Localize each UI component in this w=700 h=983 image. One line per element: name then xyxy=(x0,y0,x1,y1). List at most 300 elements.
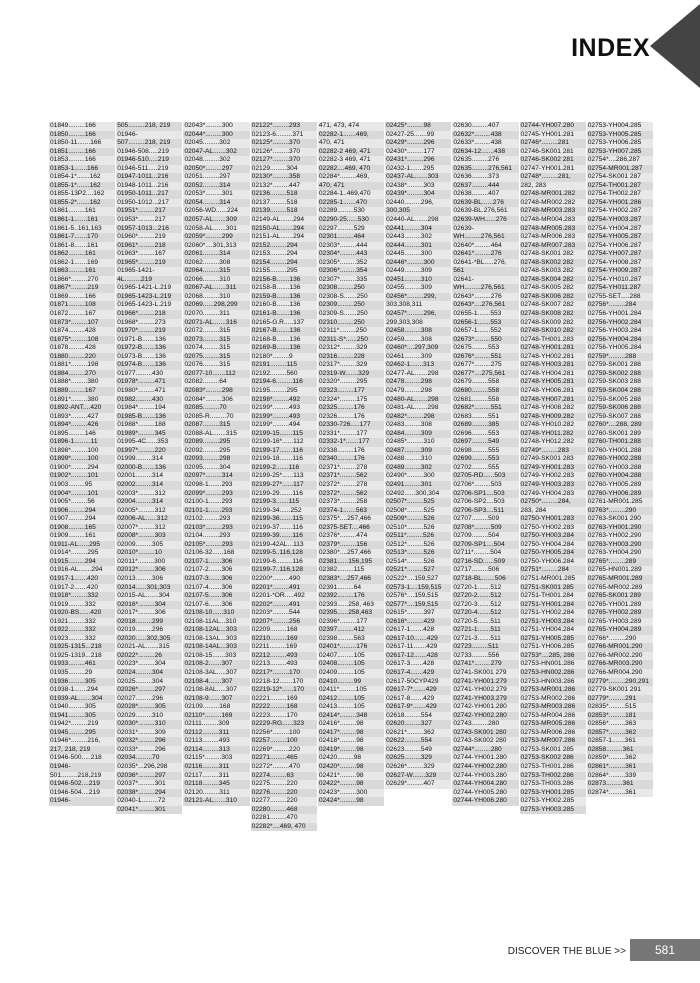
index-entry: 02048.........302 xyxy=(183,156,249,165)
index-entry: 02016*.........304 xyxy=(116,601,182,610)
index-entry: 02282-1.......469, xyxy=(318,131,384,140)
index-entry: 02513*.........526 xyxy=(385,549,451,558)
index-entry: 4L.........219 xyxy=(116,276,182,285)
index-entry: 02756-YH005.284 xyxy=(587,344,653,353)
index-entry: 02615*.........397 xyxy=(385,609,451,618)
index-entry: 02108-3AL.....307 xyxy=(183,669,249,678)
index-entry: 02089.........295 xyxy=(183,438,249,447)
index-entry: 02699.........553 xyxy=(452,455,518,464)
index-entry: 02618.........554 xyxy=(385,712,451,721)
index-entry: 02277.........220 xyxy=(251,797,317,806)
index-entry: 02115*.........303 xyxy=(183,754,249,763)
index-entry: 02766-MR001.290 xyxy=(587,643,653,652)
index-entry: 02748-SK006 282 xyxy=(520,293,586,302)
index-entry: 01919.........332 xyxy=(49,601,115,610)
index-entry: 02108-10......310 xyxy=(183,609,249,618)
index-entry: 02753-YH006.285 xyxy=(587,139,653,148)
index-entry: 02511*.........526 xyxy=(385,532,451,541)
index-entry: 02414*.........348 xyxy=(318,712,384,721)
index-entry: 02629*.........407 xyxy=(385,780,451,789)
index-entry: 02709.........504 xyxy=(452,532,518,541)
index-grid xyxy=(49,122,653,938)
index-entry: 02093.........298 xyxy=(183,455,249,464)
index-entry: 02620.........327 xyxy=(385,720,451,729)
index-entry: 02741-YH001.279 xyxy=(452,678,518,687)
index-entry: 02085.........70 xyxy=(183,404,249,413)
index-entry: 01905*.........56 xyxy=(49,498,115,507)
index-entry: 01950-1012...217 xyxy=(116,199,182,208)
index-entry: 02456*.........299, xyxy=(385,293,451,302)
index-entry: 02408.........105 xyxy=(318,660,384,669)
index-entry: 02014......301,303 xyxy=(116,584,182,593)
index-entry: 02058-AL.......301 xyxy=(183,225,249,234)
index-entry: 02455.........309 xyxy=(385,284,451,293)
index-entry: 02748-YH011.282 xyxy=(520,430,586,439)
index-entry: 02312*.........329 xyxy=(318,344,384,353)
index-entry: 02431*.........296 xyxy=(385,156,451,165)
index-entry: 01850-11.......166 xyxy=(49,139,115,148)
index-entry: 02622.........554 xyxy=(385,737,451,746)
index-entry: 02309.........250 xyxy=(318,301,384,310)
index-entry: 02045.........302 xyxy=(183,139,249,148)
index-entry: 02679.........558 xyxy=(452,378,518,387)
index-entry: 02272*.........470 xyxy=(251,763,317,772)
index-entry: 02630.........407 xyxy=(452,122,518,131)
index-entry: 02759*.........288 xyxy=(587,353,653,362)
index-entry: 02029.........310 xyxy=(116,712,182,721)
index-entry: 02112.........311 xyxy=(183,729,249,738)
index-entry: 02733.........556 xyxy=(452,652,518,661)
index-entry: 02169-B.......136 xyxy=(251,344,317,353)
index-entry: 02011*.........300 xyxy=(116,558,182,567)
index-entry: 02744-YH003.280 xyxy=(452,772,518,781)
index-entry: 01892-ANT....420 xyxy=(49,404,115,413)
index-entry: 02617-8.......429 xyxy=(385,695,451,704)
index-entry: 02167-B.......136 xyxy=(251,327,317,336)
index-entry: 02383*....257,466 xyxy=(318,575,384,584)
index-entry: 02638.........407 xyxy=(452,190,518,199)
index-entry: 02420.........98 xyxy=(318,754,384,763)
index-entry: 02749-YH003.283 xyxy=(520,481,586,490)
index-entry: 02325.........176 xyxy=(318,404,384,413)
index-column-4 xyxy=(251,122,317,938)
index-entry: 01968*.........273 xyxy=(116,319,182,328)
index-entry: 02491.........301 xyxy=(385,481,451,490)
index-entry: 02222.........168 xyxy=(251,703,317,712)
index-entry: 02676*.........551 xyxy=(452,353,518,362)
index-entry: 02748-SK007 282 xyxy=(520,301,586,310)
index-entry: 02289.........530 xyxy=(318,207,384,216)
index-entry: 02028*.........305 xyxy=(116,703,182,712)
index-entry: 02748-YH003.281 xyxy=(520,361,586,370)
index-entry: 02015-AL.......304 xyxy=(116,592,182,601)
index-entry: 02070.........311 xyxy=(183,310,249,319)
index-entry: 303,308,311 xyxy=(385,301,451,310)
index-entry: 02485*.........310 xyxy=(385,438,451,447)
index-entry: 02108-13AL...303 xyxy=(183,635,249,644)
index-entry: 01946-510.....219 xyxy=(116,156,182,165)
index-entry: 02639-WH......276 xyxy=(452,216,518,225)
index-entry: 02751-TH001.284 xyxy=(520,592,586,601)
index-entry: 01899*.........100 xyxy=(49,455,115,464)
index-entry: 02741-SK001 279 xyxy=(452,669,518,678)
index-entry: 02199-36.......115 xyxy=(251,515,317,524)
index-entry: 02303*.........444 xyxy=(318,242,384,251)
index-entry: 01978*.........471 xyxy=(116,378,182,387)
index-entry: 01946-508.....219 xyxy=(116,148,182,157)
index-entry: 01873*.........107 xyxy=(49,319,115,328)
index-entry: 02374-1.......563 xyxy=(318,507,384,516)
index-entry: 02753-HN002.286 xyxy=(520,669,586,678)
index-entry: 01947-1011...216 xyxy=(116,173,182,182)
index-entry: 02641*.........276 xyxy=(452,250,518,259)
index-entry: 02340.........176 xyxy=(318,455,384,464)
index-entry: 02677*.........275 xyxy=(452,361,518,370)
index-entry: 01946*.........216, xyxy=(49,737,115,746)
index-entry: 02392.........176 xyxy=(318,592,384,601)
index-entry: 02372*.........278 xyxy=(318,481,384,490)
index-entry: 02617-11.......429 xyxy=(385,643,451,652)
index-entry: 02748-MR002.282 xyxy=(520,199,586,208)
index-entry: 01853-1.......166 xyxy=(49,165,115,174)
index-entry: 01995-4C......353 xyxy=(116,438,182,447)
index-entry: 02751-YH001.284 xyxy=(520,601,586,610)
index-entry: 02720-2.......512 xyxy=(452,592,518,601)
index-entry: 02041*.........301 xyxy=(116,806,182,815)
index-entry: 02033*.........296 xyxy=(116,746,182,755)
index-entry: 02706*.........503 xyxy=(452,481,518,490)
index-entry: 02657-1.......552 xyxy=(452,327,518,336)
index-entry: 02746-SK001 281 xyxy=(520,148,586,157)
index-entry: 01920-BS......420 xyxy=(49,609,115,618)
index-entry: 01940.........305 xyxy=(49,703,115,712)
index-entry: 02748-MR001.282 xyxy=(520,190,586,199)
index-entry: 561 xyxy=(452,267,518,276)
index-entry: 02742-YH001.280 xyxy=(452,703,518,712)
index-entry: 02282*....469, 470 xyxy=(251,823,317,832)
index-entry: 02427-25.......99 xyxy=(385,131,451,140)
index-entry: 02748*.........281, xyxy=(520,173,586,182)
index-entry: 01911-AL......295 xyxy=(49,541,115,550)
index-entry: 02194-6.........116 xyxy=(251,378,317,387)
index-entry: 02720-1.......512 xyxy=(452,584,518,593)
index-entry: 02698.........555 xyxy=(452,447,518,456)
index-entry: 02198*.........492 xyxy=(251,396,317,405)
index-entry: 02765-YH004.289 xyxy=(587,626,653,635)
index-entry: 02748-YH012.282 xyxy=(520,438,586,447)
index-entry: 01896-1.........11 xyxy=(49,438,115,447)
index-entry: 02108-15.......303 xyxy=(183,652,249,661)
index-entry: 02066.........310 xyxy=(183,276,249,285)
index-entry: 02152.........294 xyxy=(251,242,317,251)
index-entry: 02018.........299 xyxy=(116,618,182,627)
index-entry: 02750-YH004.284 xyxy=(520,541,586,550)
index-entry: 01880.........220 xyxy=(49,353,115,362)
index-entry: 01988*.........188 xyxy=(116,421,182,430)
index-entry: 02751-YH005.285 xyxy=(520,635,586,644)
index-entry: 01948-1011...216 xyxy=(116,182,182,191)
index-entry: 02443.........302 xyxy=(385,233,451,242)
index-entry: 02753*....285, 286 xyxy=(520,652,586,661)
index-entry: 01893*.........427 xyxy=(49,413,115,422)
index-entry: 02743-SK001 280 xyxy=(452,729,518,738)
index-entry: 02753-YH004.285 xyxy=(587,122,653,131)
index-entry: 02419*.........98 xyxy=(318,746,384,755)
index-entry: 02766-MR004.290 xyxy=(587,669,653,678)
index-entry: 02753-SK001 285 xyxy=(520,746,586,755)
index-entry: 02060*....301,313 xyxy=(183,242,249,251)
index-entry: 02202*.........491 xyxy=(251,601,317,610)
index-entry: 02012*.........306 xyxy=(116,566,182,575)
index-entry: 02274.........63 xyxy=(251,772,317,781)
index-entry: 01898*.........100 xyxy=(49,447,115,456)
index-entry: 02199-15.......115 xyxy=(251,430,317,439)
index-entry: 02180*.........9 xyxy=(251,353,317,362)
index-entry: 217, 218, 219 xyxy=(49,746,115,755)
index-entry: 02429*.........296 xyxy=(385,139,451,148)
index-entry: 02754-YH005.287 xyxy=(587,233,653,242)
index-entry: 02301.........464 xyxy=(318,233,384,242)
index-entry: 02051.........297 xyxy=(183,173,249,182)
index-entry: 01939-AL.......304 xyxy=(49,695,115,704)
index-entry: 02656-1.......553 xyxy=(452,319,518,328)
index-entry: 02748-SK010 282 xyxy=(520,327,586,336)
index-entry: 02030*.........310 xyxy=(116,720,182,729)
index-entry: 01891*.........380 xyxy=(49,396,115,405)
index-entry: 02371*.........562 xyxy=(318,472,384,481)
index-entry: 02708*.........509 xyxy=(452,524,518,533)
index-entry: 470, 471 xyxy=(318,182,384,191)
index-entry: 02411*.........105 xyxy=(318,686,384,695)
index-entry: 02424*.........98 xyxy=(318,797,384,806)
index-entry: 02082.........64 xyxy=(183,378,249,387)
index-entry: 02617-3.......428 xyxy=(385,660,451,669)
index-entry: 02744*.........280 xyxy=(452,746,518,755)
index-entry: 02763-YH003.290 xyxy=(587,541,653,550)
index-entry: 01908.........165 xyxy=(49,524,115,533)
index-entry: 02155.........295 xyxy=(251,267,317,276)
index-entry: 02507*.........525 xyxy=(385,498,451,507)
index-entry: 02122*.........293 xyxy=(251,122,317,131)
index-entry: 02371*.........278 xyxy=(318,464,384,473)
index-entry: 02741-YH003.279 xyxy=(452,695,518,704)
index-entry: 02120.........311 xyxy=(183,789,249,798)
index-entry: 02459.........308 xyxy=(385,336,451,345)
index-entry: 02760-YH003.288 xyxy=(587,464,653,473)
index-entry: 02509*.........526 xyxy=(385,515,451,524)
index-entry: 02199-25*......113 xyxy=(251,472,317,481)
index-entry: 02763-YH002.290 xyxy=(587,532,653,541)
index-entry: 02643*....276,561 xyxy=(452,301,518,310)
index-entry: 02711*.........504 xyxy=(452,549,518,558)
index-entry: 02282-3 469, 471 xyxy=(318,156,384,165)
index-entry: 02199-2.......116 xyxy=(251,464,317,473)
index-entry: 01951*.........217 xyxy=(116,207,182,216)
index-entry: 01915.........294 xyxy=(49,558,115,567)
index-entry: 02522*....159,527 xyxy=(385,575,451,584)
index-entry: 02709-SP1....504 xyxy=(452,541,518,550)
index-entry: 02760-YH001.288 xyxy=(587,447,653,456)
index-entry: 02044*.........300 xyxy=(183,131,249,140)
index-entry: 02117.........311 xyxy=(183,772,249,781)
index-entry: 02874*.........361 xyxy=(587,789,653,798)
index-entry: 02751-YH002.284 xyxy=(520,609,586,618)
index-entry: 02627-W.......329 xyxy=(385,772,451,781)
index-entry: 02765-YH001.289 xyxy=(587,601,653,610)
index-entry: 02576*....159,515 xyxy=(385,592,451,601)
index-entry: 02054.........314 xyxy=(183,199,249,208)
index-entry: 02763-SK001 290 xyxy=(587,515,653,524)
index-entry: 02022*.........26 xyxy=(116,652,182,661)
index-entry: 02702.........555 xyxy=(452,464,518,473)
index-entry: 02864*.........339 xyxy=(587,772,653,781)
index-entry: 02753-MR002.286 xyxy=(520,695,586,704)
index-entry: 02754-YH007.287 xyxy=(587,250,653,259)
index-entry: 01907.........294 xyxy=(49,515,115,524)
index-entry: 02107-6.......306 xyxy=(183,601,249,610)
index-entry: 02490*.........300 xyxy=(385,472,451,481)
index-entry: 02623.........549 xyxy=(385,746,451,755)
index-entry: 02680.........558 xyxy=(452,387,518,396)
index-entry: 02681.........558 xyxy=(452,396,518,405)
index-entry: 02092.........295 xyxy=(183,447,249,456)
index-entry: 02633*.........438 xyxy=(452,139,518,148)
index-entry: 01982.........430 xyxy=(116,396,182,405)
index-entry: 02107-4.......306 xyxy=(183,584,249,593)
index-entry: 02765-MR001.289 xyxy=(587,575,653,584)
index-entry: 01900*.........294 xyxy=(49,464,115,473)
index-entry: 02223.........170 xyxy=(251,712,317,721)
index-entry: 02007*.........312 xyxy=(116,524,182,533)
index-entry: 02219-12*......170 xyxy=(251,686,317,695)
index-entry: 02207*.........256 xyxy=(251,618,317,627)
index-column-1 xyxy=(49,122,115,938)
index-entry: 02276.........220 xyxy=(251,789,317,798)
index-entry: 02043*.........300 xyxy=(183,122,249,131)
index-entry: 02071-AL.......316 xyxy=(183,319,249,328)
index-entry: 02382.........115 xyxy=(318,566,384,575)
index-entry: 02751-YH004.284 xyxy=(520,626,586,635)
index-entry: 02765-YH003.289 xyxy=(587,618,653,627)
index-entry: 02748-SK005 282 xyxy=(520,284,586,293)
index-entry: 02006-AL......312 xyxy=(116,515,182,524)
index-entry: 01946-502....219 xyxy=(49,780,115,789)
index-entry: 01888*.........380 xyxy=(49,378,115,387)
index-entry: 02636.........373 xyxy=(452,173,518,182)
index-entry: 02199-29.......116 xyxy=(251,490,317,499)
index-entry: 02199-6.........116 xyxy=(251,558,317,567)
index-entry: 02859*.........362 xyxy=(587,754,653,763)
index-entry: 02038*.........294 xyxy=(116,789,182,798)
index-entry: 02375*....257,466 xyxy=(318,515,384,524)
index-entry: 02751-SK001 285 xyxy=(520,584,586,593)
index-entry: 02027.........296 xyxy=(116,695,182,704)
index-entry: 02151-AL.......294 xyxy=(251,233,317,242)
index-entry: 02577*....159,515 xyxy=(385,601,451,610)
index-entry: 02683.........551 xyxy=(452,413,518,422)
index-entry: 02639-BL......276 xyxy=(452,199,518,208)
index-entry: 02753-MR007.286 xyxy=(520,737,586,746)
index-entry: 299,303,308 xyxy=(385,319,451,328)
index-entry: 02766*.........290 xyxy=(587,635,653,644)
index-entry: 01963*.........167 xyxy=(116,250,182,259)
index-entry: 01921.........332 xyxy=(49,618,115,627)
index-entry: 02759-SK003 288 xyxy=(587,378,653,387)
index-entry: 02156-B.......136 xyxy=(251,276,317,285)
index-entry: 01895.........146 xyxy=(49,430,115,439)
index-entry: 02759-SK004 288 xyxy=(587,387,653,396)
index-entry: 02779*.........291 xyxy=(587,695,653,704)
index-entry: 01974-B.......136 xyxy=(116,361,182,370)
index-entry: 02083*.........298 xyxy=(183,387,249,396)
index-entry: 02510*.........526 xyxy=(385,524,451,533)
index-entry: 02643*.........276 xyxy=(452,293,518,302)
index-entry: 02743.........280 xyxy=(452,720,518,729)
index-entry: 02763-YH004.290 xyxy=(587,549,653,558)
index-entry: 01946-500.....218 xyxy=(49,754,115,763)
index-entry: 282, 283 xyxy=(520,182,586,191)
index-entry: 02753-TH002.286 xyxy=(520,772,586,781)
header-accent-triangle xyxy=(650,4,700,88)
index-entry: 02625.........329 xyxy=(385,754,451,763)
index-entry: 02477-AL.......298 xyxy=(385,370,451,379)
index-entry: 02127*.........370 xyxy=(251,156,317,165)
index-entry: 02160-B.......136 xyxy=(251,301,317,310)
index-entry: 02641- xyxy=(452,276,518,285)
index-entry: 02748-YH010.282 xyxy=(520,421,586,430)
index-entry: 01854-1*.......162 xyxy=(49,173,115,182)
index-entry: 02297.........529 xyxy=(318,225,384,234)
index-entry: 02440-AL.......298 xyxy=(385,216,451,225)
index-entry: 02748-YH009.282 xyxy=(520,413,586,422)
index-entry: 01922.........332 xyxy=(49,626,115,635)
index-entry: 01894*.........426 xyxy=(49,421,115,430)
index-entry: 02116.........311 xyxy=(183,763,249,772)
index-entry: 02108-11AL...310 xyxy=(183,618,249,627)
index-entry: 02108-8AL.....307 xyxy=(183,686,249,695)
index-entry: 02512*.........526 xyxy=(385,541,451,550)
index-entry: 02064.........315 xyxy=(183,267,249,276)
page-title: INDEX xyxy=(571,34,650,62)
index-entry: 01855-13P2....162 xyxy=(49,190,115,199)
index-entry: 01861-7.......170 xyxy=(49,233,115,242)
index-entry: 02617-9*.......429 xyxy=(385,703,451,712)
index-entry: 02034.........70 xyxy=(116,754,182,763)
index-entry: 02023*.........304 xyxy=(116,660,182,669)
index-entry: 02751*.........284 xyxy=(520,566,586,575)
index-entry: 02640*.........464 xyxy=(452,242,518,251)
index-entry: 02718-BL.......506 xyxy=(452,575,518,584)
index-entry: 02682*.........551 xyxy=(452,404,518,413)
index-entry: 02759-SK006 288 xyxy=(587,404,653,413)
index-entry: 02001.........314 xyxy=(116,472,182,481)
index-entry: 02857*.........362 xyxy=(587,729,653,738)
index-entry: 02021-AL.......315 xyxy=(116,643,182,652)
index-entry: 02492......300,304 xyxy=(385,490,451,499)
index-entry: 01923.........332 xyxy=(49,635,115,644)
index-entry: 02479.........298 xyxy=(385,387,451,396)
index-entry: 02379*.........156 xyxy=(318,541,384,550)
index-entry: 02284-1..469,470 xyxy=(318,190,384,199)
index-entry: 02754-YH004.287 xyxy=(587,225,653,234)
index-entry: 01953*.........217 xyxy=(116,216,182,225)
index-entry: 02380*....257,466 xyxy=(318,549,384,558)
index-entry: 02338.........176 xyxy=(318,447,384,456)
index-entry: 02432-1.......295 xyxy=(385,165,451,174)
index-entry: 02308-S.......250 xyxy=(318,293,384,302)
index-entry: 02446*.........300 xyxy=(385,259,451,268)
index-entry: 02217*.........170 xyxy=(251,669,317,678)
